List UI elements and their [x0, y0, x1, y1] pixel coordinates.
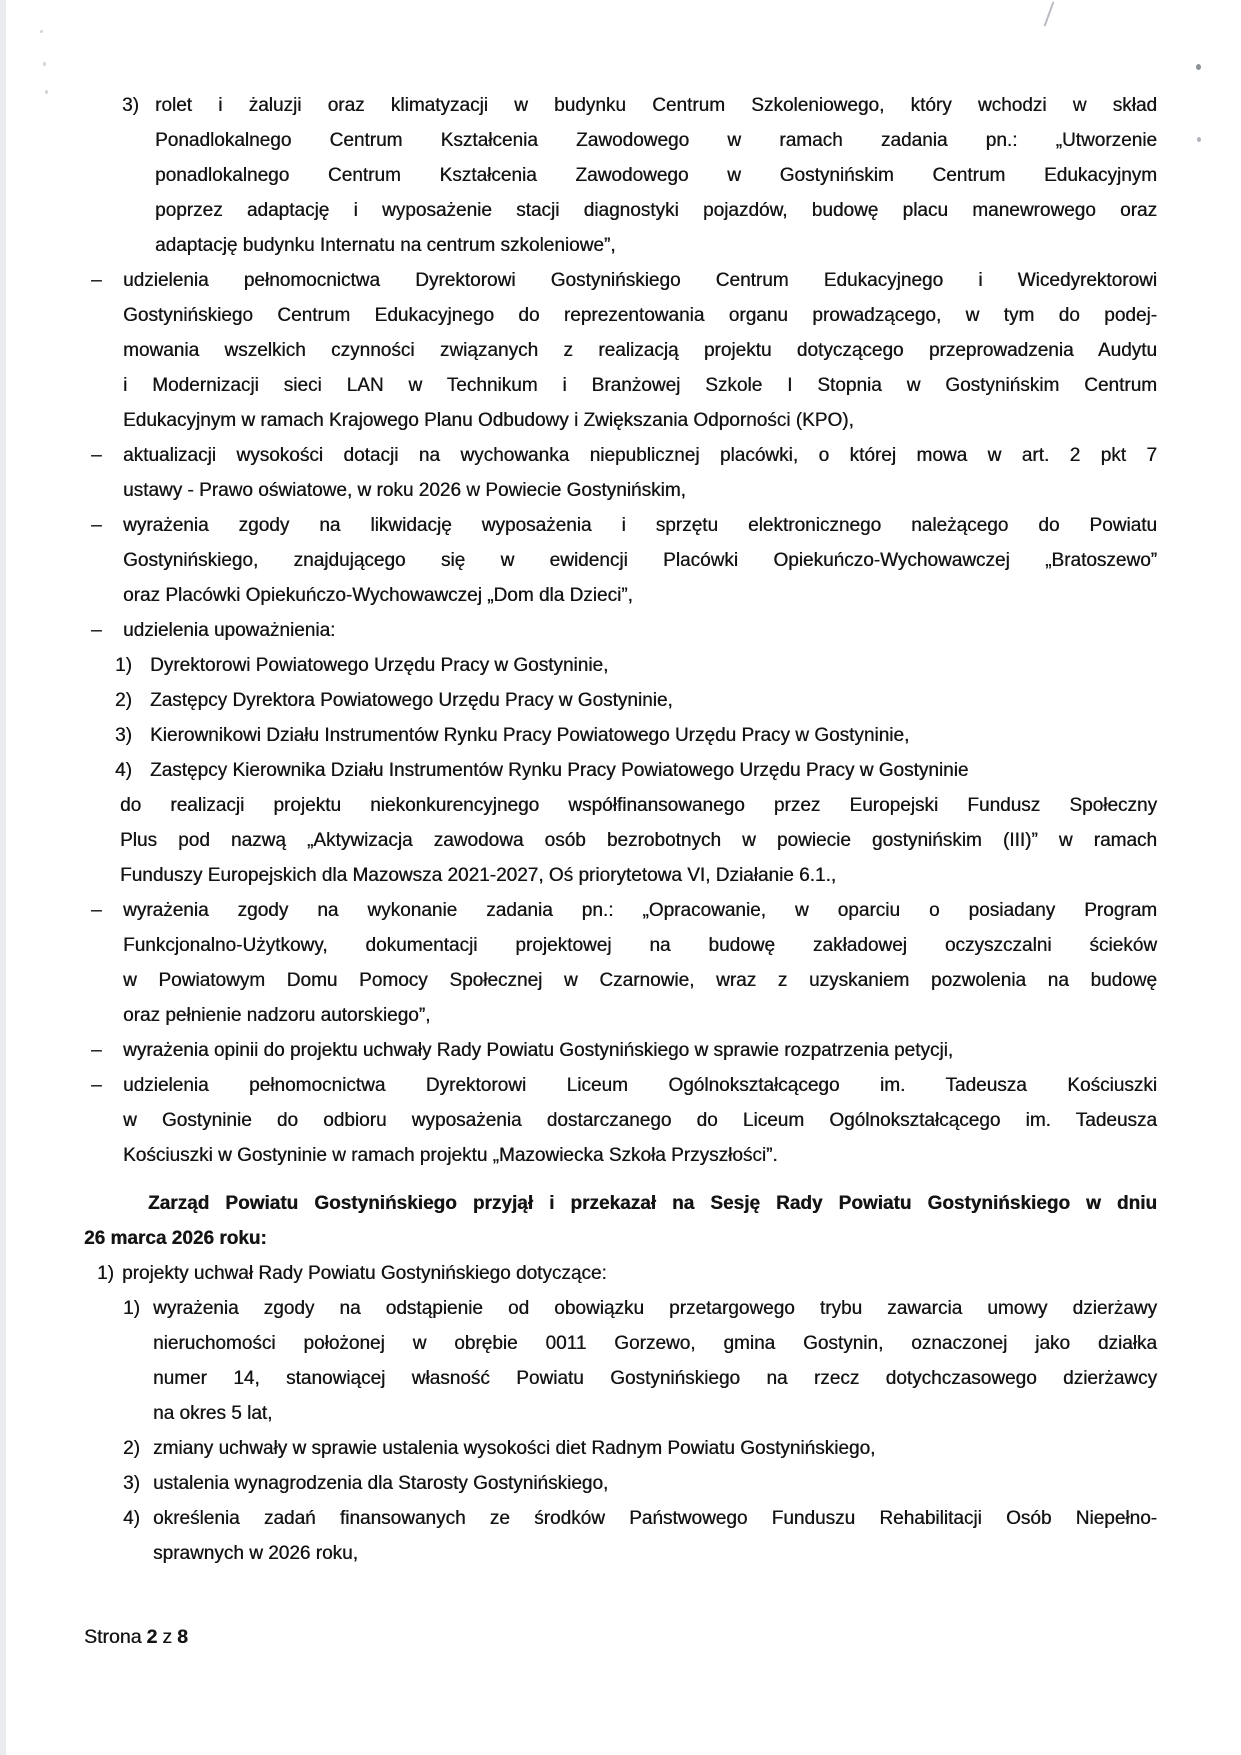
text-line: poprzez adaptację i wyposażenie stacji diagnostyki pojazdów, budowę placu manewrowego oraz: [155, 200, 1157, 221]
text-line: zmiany uchwały w sprawie ustalenia wysokości diet Radnym Powiatu Gostynińskiego,: [153, 1438, 876, 1459]
text-line: oraz Placówki Opiekuńczo-Wychowawczej „Dom dla Dzieci”,: [123, 585, 633, 606]
footer-total-pages: 8: [177, 1626, 188, 1648]
list-marker: 1): [123, 1298, 140, 1319]
text-line: nieruchomości położonej w obrębie 0011 Gorzewo, gmina Gostynin, oznaczonej jako działka: [153, 1333, 1157, 1354]
scan-edge-shadow: [0, 0, 6, 1755]
paragraph: [84, 788, 1157, 893]
text-line: Zarząd Powiatu Gostynińskiego przyjął i przekazał na Sesję Rady Powiatu Gostynińskiego w dniu: [148, 1193, 1157, 1214]
list-marker: 3): [123, 1473, 140, 1494]
text-line: wyrażenia zgody na wykonanie zadania pn.: „Opracowanie, w oparciu o posiadany Program: [123, 900, 1157, 921]
list-item-text: [155, 88, 1157, 263]
list-item: [84, 683, 1157, 718]
list-item: [84, 1068, 1157, 1173]
list-marker: 1): [97, 1263, 114, 1284]
list-item-text: [120, 788, 1157, 893]
list-item-text: [84, 1186, 1157, 1256]
list-marker: –: [91, 445, 102, 466]
list-marker: –: [91, 900, 102, 921]
list-marker: –: [91, 620, 102, 641]
list-item-text: [123, 1033, 1157, 1068]
text-line: Plus pod nazwą „Aktywizacja zawodowa osób bezrobotnych w powiecie gostynińskim (III)” w ramach: [120, 830, 1157, 851]
text-line: Zastępcy Kierownika Działu Instrumentów Rynku Pracy Powiatowego Urzędu Pracy w Gostyninie: [150, 760, 969, 781]
text-line: udzielenia pełnomocnictwa Dyrektorowi Gostynińskiego Centrum Edukacyjnego i Wicedyrektorowi: [123, 270, 1157, 291]
scan-artifact: [40, 30, 43, 33]
list-item-text: [153, 1431, 1157, 1466]
list-item: [84, 1431, 1157, 1466]
list-item-text: [123, 508, 1157, 613]
text-line: udzielenia upoważnienia:: [123, 620, 336, 641]
text-line: Kościuszki w Gostyninie w ramach projektu „Mazowiecka Szkoła Przyszłości”.: [123, 1145, 778, 1166]
list-item-text: [150, 718, 1157, 753]
text-line: numer 14, stanowiącej własność Powiatu Gostynińskiego na rzecz dotychczasowego dzierżawcy: [153, 1368, 1157, 1389]
text-line: i Modernizacji sieci LAN w Technikum i Branżowej Szkole I Stopnia w Gostynińskim Centrum: [123, 375, 1157, 396]
list-item-text: [153, 1501, 1157, 1571]
text-line: aktualizacji wysokości dotacji na wychowanka niepublicznej placówki, o której mowa w art. 2 pkt 7: [123, 445, 1157, 466]
text-line: ponadlokalnego Centrum Kształcenia Zawodowego w Gostynińskim Centrum Edukacyjnym: [155, 165, 1157, 186]
text-line: mowania wszelkich czynności związanych z realizacją projektu dotyczącego przeprowadzenia Audytu: [123, 340, 1157, 361]
list-item: [84, 613, 1157, 648]
list-marker: –: [91, 1075, 102, 1096]
text-line: udzielenia pełnomocnictwa Dyrektorowi Liceum Ogólnokształcącego im. Tadeusza Kościuszki: [123, 1075, 1157, 1096]
text-line: w Gostyninie do odbioru wyposażenia dostarczanego do Liceum Ogólnokształcącego im. Tadeusza: [123, 1110, 1157, 1131]
list-item: [84, 648, 1157, 683]
list-item: [84, 1291, 1157, 1431]
list-marker: –: [91, 515, 102, 536]
footer-of-label: z: [162, 1626, 173, 1648]
scan-artifact: [1044, 1, 1055, 26]
text-line: projekty uchwał Rady Powiatu Gostynińskiego dotyczące:: [122, 1263, 607, 1284]
list-marker: 1): [115, 655, 132, 676]
text-line: wyrażenia opinii do projektu uchwały Rady Powiatu Gostynińskiego w sprawie rozpatrzenia petycji,: [123, 1040, 954, 1061]
text-line: do realizacji projektu niekonkurencyjnego współfinansowanego przez Europejski Fundusz Społeczny: [120, 795, 1157, 816]
text-line: Gostynińskiego Centrum Edukacyjnego do reprezentowania organu prowadzącego, w tym do podej-: [123, 305, 1157, 326]
list-item: [84, 438, 1157, 508]
text-line: Zastępcy Dyrektora Powiatowego Urzędu Pracy w Gostyninie,: [150, 690, 673, 711]
list-marker: –: [91, 270, 102, 291]
scan-artifact: [45, 90, 48, 94]
list-item-text: [122, 1256, 1157, 1291]
list-item: [84, 753, 1157, 788]
list-item: [84, 88, 1157, 263]
list-marker: 3): [115, 725, 132, 746]
list-item: [84, 263, 1157, 438]
list-item: [84, 508, 1157, 613]
text-line: Dyrektorowi Powiatowego Urzędu Pracy w Gostyninie,: [150, 655, 609, 676]
text-line: Kierownikowi Działu Instrumentów Rynku Pracy Powiatowego Urzędu Pracy w Gostyninie,: [150, 725, 910, 746]
text-line: w Powiatowym Domu Pomocy Społecznej w Czarnowie, wraz z uzyskaniem pozwolenia na budowę: [123, 970, 1157, 991]
text-line: rolet i żaluzji oraz klimatyzacji w budynku Centrum Szkoleniowego, który wchodzi w skład: [155, 95, 1157, 116]
text-line: sprawnych w 2026 roku,: [153, 1543, 358, 1564]
list-item-text: [153, 1291, 1157, 1431]
list-marker: –: [91, 1040, 102, 1061]
list-item-text: [123, 438, 1157, 508]
list-item-text: [150, 753, 1157, 788]
list-marker: 3): [122, 95, 139, 116]
text-line: ustawy - Prawo oświatowe, w roku 2026 w Powiecie Gostynińskim,: [123, 480, 686, 501]
list-item-text: [150, 648, 1157, 683]
list-item: [84, 1256, 1157, 1291]
text-line: ustalenia wynagrodzenia dla Starosty Gostynińskiego,: [153, 1473, 609, 1494]
scan-artifact: [43, 62, 46, 66]
text-line: wyrażenia zgody na likwidację wyposażenia i sprzętu elektronicznego należącego do Powiatu: [123, 515, 1157, 536]
list-item-text: [123, 1068, 1157, 1173]
list-marker: 4): [123, 1508, 140, 1529]
list-item: [84, 1033, 1157, 1068]
page-footer: [84, 1620, 193, 1655]
scan-artifact: [1196, 64, 1201, 70]
text-line: na okres 5 lat,: [153, 1403, 273, 1424]
text-line: oraz pełnienie nadzoru autorskiego”,: [123, 1005, 431, 1026]
list-item: [84, 718, 1157, 753]
text-line: adaptację budynku Internatu na centrum szkoleniowe”,: [155, 235, 616, 256]
list-marker: 2): [123, 1438, 140, 1459]
footer-page-number: 2: [146, 1626, 158, 1648]
list-item: [84, 1501, 1157, 1571]
document-body: [84, 88, 1157, 1571]
list-item: [84, 1466, 1157, 1501]
scan-artifact: [1197, 137, 1201, 142]
list-marker: 2): [115, 690, 132, 711]
text-line: 26 marca 2026 roku:: [84, 1228, 267, 1249]
list-item-text: [150, 683, 1157, 718]
text-line: Ponadlokalnego Centrum Kształcenia Zawodowego w ramach zadania pn.: „Utworzenie: [155, 130, 1157, 151]
text-line: Edukacyjnym w ramach Krajowego Planu Odbudowy i Zwiększania Odporności (KPO),: [123, 410, 854, 431]
list-marker: 4): [115, 760, 132, 781]
list-item-text: [123, 263, 1157, 438]
text-line: określenia zadań finansowanych ze środków Państwowego Funduszu Rehabilitacji Osób Niepełno-: [153, 1508, 1157, 1529]
text-line: Funkcjonalno-Użytkowy, dokumentacji projektowej na budowę zakładowej oczyszczalni ścieków: [123, 935, 1157, 956]
text-line: Gostynińskiego, znajdującego się w ewidencji Placówki Opiekuńczo-Wychowawczej „Bratoszewo”: [123, 550, 1157, 571]
text-line: Funduszy Europejskich dla Mazowsza 2021-2027, Oś priorytetowa VI, Działanie 6.1.,: [120, 865, 837, 886]
list-item-text: [153, 1466, 1157, 1501]
text-line: wyrażenia zgody na odstąpienie od obowiązku przetargowego trybu zawarcia umowy dzierżawy: [153, 1298, 1157, 1319]
paragraph: [84, 1186, 1157, 1256]
list-item-text: [123, 613, 1157, 648]
footer-label: Strona: [84, 1626, 142, 1648]
list-item: [84, 893, 1157, 1033]
list-item-text: [123, 893, 1157, 1033]
